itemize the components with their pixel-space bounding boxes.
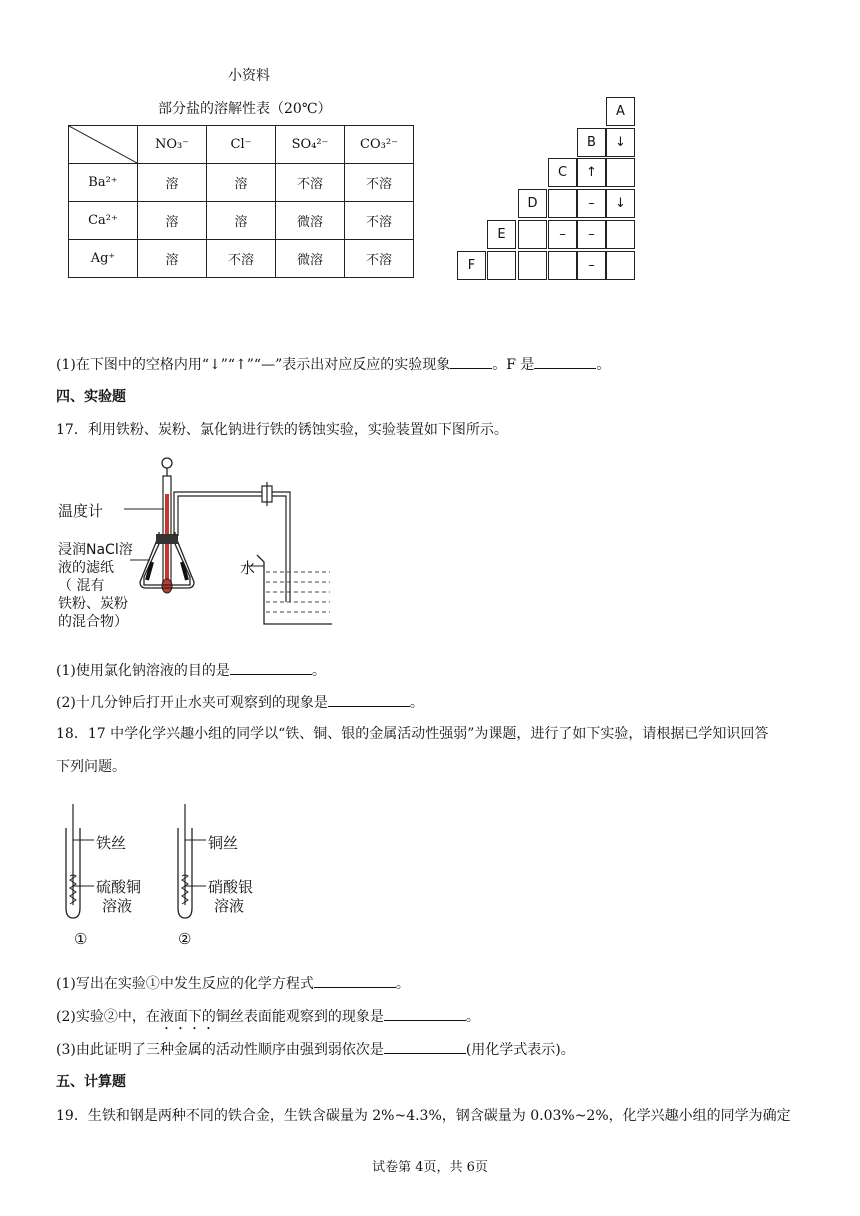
label-copper-wire: 铜丝 [208, 834, 239, 852]
page-footer: 试卷第 4页，共 6页 [372, 1160, 488, 1175]
q19-stem: 19．生铁和钢是两种不同的铁合金，生铁含碳量为 2%~4.3%，钢含碳量为 0.03%~2%，化学兴趣小组的同学为确定 [56, 1108, 791, 1124]
label-line: 的混合物） [58, 614, 128, 630]
stair-mark-ce: – [577, 220, 606, 249]
stair-cell-empty [518, 220, 547, 249]
stair-mark-ab: ↓ [606, 128, 635, 157]
label-tube-1: ① [74, 930, 88, 948]
stair-cell-empty [487, 251, 516, 280]
col-header: NO₃⁻ [138, 126, 207, 164]
stair-mark-bc: ↑ [577, 158, 606, 187]
diagonal-line [69, 126, 137, 163]
row-ion: Ag⁺ [69, 240, 138, 278]
stair-mark-bf: – [577, 251, 606, 280]
row-ion: Ba²⁺ [69, 164, 138, 202]
stair-cell-empty [606, 220, 635, 249]
q17-sub2 [56, 692, 424, 713]
stair-cell-empty [518, 251, 547, 280]
stair-label-e: E [487, 220, 516, 249]
q18-sub3 [56, 1039, 575, 1060]
stair-cell-empty [548, 189, 577, 218]
section-calculation: 五、计算题 [56, 1074, 126, 1090]
stair-cell-empty [548, 251, 577, 280]
q18-sub1-text: (1)写出在实验①中发生反应的化学方程式 [56, 976, 314, 992]
stair-label-f: F [457, 251, 486, 280]
answer-blank[interactable] [328, 692, 410, 707]
table-cell: 微溶 [276, 240, 345, 278]
period: 。 [395, 976, 410, 992]
q18-stem-line1: 18．17 中学化学兴趣小组的同学以“铁、铜、银的金属活动性强弱”为课题，进行了如下实验，请根据已学知识回答 [56, 726, 769, 742]
table-cell: 溶 [138, 164, 207, 202]
q17-sub2-text: (2)十几分钟后打开止水夹可观察到的现象是 [56, 695, 328, 711]
label-tube-2: ② [178, 930, 192, 948]
label-silver-nitrate [208, 878, 253, 916]
label-iron-wire: 铁丝 [96, 834, 127, 852]
period: 。 [465, 1009, 480, 1025]
q17-sub1 [56, 660, 326, 681]
stair-mark-cd: – [577, 189, 606, 218]
q17-sub1-text: (1)使用氯化钠溶液的目的是 [56, 663, 230, 679]
q16-sub1-end: 。 [596, 357, 611, 373]
answer-blank[interactable] [384, 1039, 466, 1054]
answer-blank[interactable] [534, 354, 596, 369]
q18-sub2-post: 铜丝表面能观察到的现象是 [215, 1009, 384, 1025]
label-water: 水 [240, 559, 256, 577]
q18-sub2 [56, 1006, 480, 1033]
q18-sub2-pre: (2)实验②中，在 [56, 1009, 160, 1025]
stair-label-a: A [606, 97, 635, 126]
table-cell: 不溶 [345, 240, 414, 278]
stair-mark-ad: ↓ [606, 189, 635, 218]
row-ion: Ca²⁺ [69, 202, 138, 240]
q16-sub1 [56, 354, 610, 375]
table-cell: 溶 [138, 202, 207, 240]
label-copper-sulfate [96, 878, 141, 916]
q18-sub2-emphasis: 液面下的 [159, 1009, 216, 1025]
label-line: 溶液 [214, 897, 245, 915]
table-cell: 不溶 [345, 164, 414, 202]
q18-sub1 [56, 973, 410, 994]
stair-label-c: C [548, 158, 577, 187]
answer-blank[interactable] [384, 1006, 466, 1021]
table-cell: 不溶 [345, 202, 414, 240]
section-experiment: 四、实验题 [56, 389, 126, 405]
stair-mark-de: – [548, 220, 577, 249]
stair-cell-empty [606, 251, 635, 280]
answer-blank[interactable] [450, 354, 492, 369]
q16-sub1-mid: 。F 是 [492, 357, 535, 373]
label-thermometer: 温度计 [58, 502, 104, 520]
period: 。 [409, 695, 424, 711]
label-filter-paper [58, 541, 133, 631]
col-header: Cl⁻ [207, 126, 276, 164]
table-corner-cell [69, 126, 138, 164]
q18-sub3-end: (用化学式表示)。 [465, 1042, 575, 1058]
period: 。 [311, 663, 326, 679]
table-title: 部分盐的溶解性表（20℃） [158, 101, 332, 117]
table-cell: 不溶 [207, 240, 276, 278]
label-line: 硫酸铜 [96, 878, 142, 896]
answer-blank[interactable] [314, 973, 396, 988]
label-line: 溶液 [102, 897, 133, 915]
info-title: 小资料 [228, 68, 270, 84]
answer-blank[interactable] [230, 660, 312, 675]
label-line: 液的滤纸 [58, 560, 114, 576]
col-header: SO₄²⁻ [276, 126, 345, 164]
table-cell: 溶 [207, 164, 276, 202]
label-line: 浸润NaCl溶 [58, 542, 133, 558]
q17-stem: 17．利用铁粉、炭粉、氯化钠进行铁的锈蚀实验，实验装置如下图所示。 [56, 422, 508, 438]
label-line: 铁粉、炭粉 [58, 596, 128, 612]
table-cell: 溶 [138, 240, 207, 278]
table-cell: 不溶 [276, 164, 345, 202]
label-line: （ 混有 [58, 578, 105, 594]
test-tubes-figure [58, 800, 278, 950]
q18-stem-line2: 下列问题。 [56, 759, 126, 775]
label-line: 硝酸银 [208, 878, 254, 896]
stair-label-d: D [518, 189, 547, 218]
table-cell: 溶 [207, 202, 276, 240]
stair-label-b: B [577, 128, 606, 157]
table-cell: 微溶 [276, 202, 345, 240]
q16-sub1-text: (1)在下图中的空格内用“↓”“↑”“—”表示出对应反应的实验现象 [56, 357, 451, 373]
stair-cell-empty [606, 158, 635, 187]
q18-sub3-text: (3)由此证明了三种金属的活动性顺序由强到弱依次是 [56, 1042, 384, 1058]
col-header: CO₃²⁻ [345, 126, 414, 164]
solubility-table [68, 125, 414, 278]
